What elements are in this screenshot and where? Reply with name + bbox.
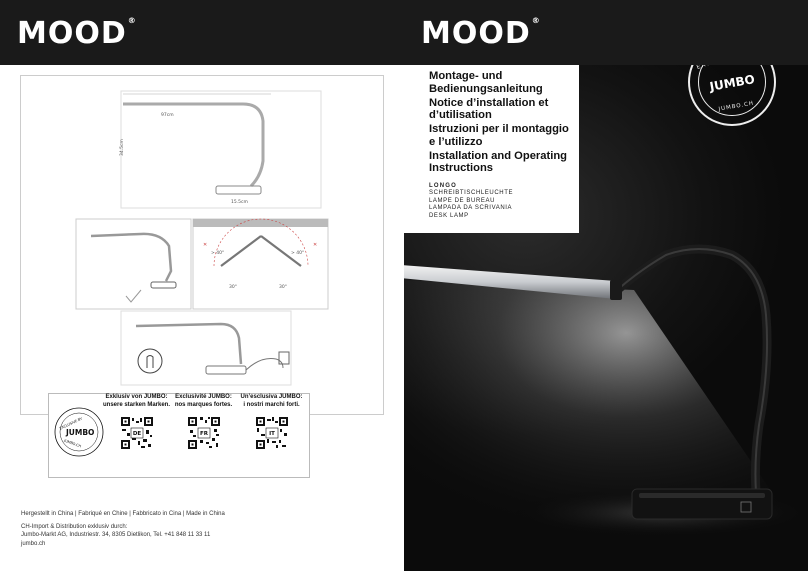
lamp-outline-top (123, 104, 263, 186)
address-line: Jumbo-Markt AG, Industriestr. 34, 8305 Dietlikon, Tel. +41 848 11 33 11 (21, 532, 211, 538)
qr-fr-subline: nos marques fortes. (174, 401, 233, 408)
product-type-en: DESK LAMP (429, 212, 469, 219)
qr-it-lang: IT (268, 431, 275, 437)
lamp-base-mid (151, 282, 176, 288)
qr-fr-headline: Exclusivité JUMBO: (175, 394, 232, 400)
assembly-diagram-frame (20, 75, 384, 415)
touch-icon (138, 349, 162, 373)
lamp-base-top (639, 493, 765, 498)
panel-touch (121, 311, 291, 385)
lamp-joint (610, 280, 622, 300)
product-type-fr: LAMPE DE BUREAU (429, 197, 496, 204)
import-line: CH-Import & Distribution exklusiv durch: (21, 523, 128, 530)
panel-rotate-left (76, 219, 191, 309)
lamp-outline-mid (91, 234, 171, 281)
title-it-1: Istruzioni per il montaggio (429, 123, 569, 135)
title-fr-2: d’utilisation (429, 109, 492, 121)
angle-gt-left: > 40° (211, 251, 225, 256)
made-in: Hergestellt in China | Fabriqué en Chine | Fabbricato in Cina | Made in China (21, 511, 225, 517)
check-mark-icon (126, 290, 141, 302)
badge-jumbo: JUMBO (708, 72, 756, 94)
brand-logo-left: MOOD® (17, 16, 137, 51)
angle-left: 30° (229, 285, 237, 290)
dim-width: 97cm (161, 113, 174, 118)
jumbo-badge-text (688, 65, 776, 126)
assembly-diagram (21, 76, 385, 416)
qr-section (48, 393, 310, 478)
qr-badge-jumbo: JUMBO (66, 428, 95, 437)
angles-top-bar (193, 219, 328, 227)
qr-code-icon[interactable] (254, 415, 290, 451)
instructions-page (0, 65, 404, 571)
qr-it (229, 394, 314, 455)
jumbo-badge (688, 65, 776, 126)
title-de-1: Montage- und (429, 70, 503, 82)
power-cable (246, 358, 283, 370)
qr-badge-url: JUMBO.CH (63, 438, 82, 449)
angle-gt-right: > 40° (291, 251, 305, 256)
title-box (404, 65, 579, 233)
qr-de-headline: Exklusiv von JUMBO: (105, 394, 168, 400)
arm-left (221, 236, 261, 266)
qr-it-headline: Un’esclusiva JUMBO: (240, 394, 303, 400)
qr-fr-lang: FR (199, 431, 208, 437)
product-type-it: LAMPADA DA SCRIVANIA (429, 205, 513, 211)
footer (21, 510, 225, 548)
title-de-2: Bedienungsanleitung (429, 82, 543, 95)
product-name: LONGO (429, 182, 457, 189)
qr-badge-exclusive: EXCLUSIVE BY (59, 416, 83, 431)
lamp-base-bottom (206, 366, 246, 374)
lamp-outline-bottom (136, 324, 241, 364)
cross-mark-left: ✕ (203, 242, 208, 248)
angle-right: 30° (279, 285, 287, 290)
website-link[interactable]: jumbo.ch (21, 540, 46, 547)
qr-de-subline: unsere starken Marken. (102, 401, 171, 408)
plug-icon (279, 352, 289, 364)
product-block (429, 183, 579, 221)
qr-code-icon[interactable] (186, 415, 222, 451)
title-fr-1: Notice d’installation et (429, 96, 549, 109)
dim-height: 34.5cm (120, 139, 125, 156)
product-type-de: SCHREIBTISCHLEUCHTE (429, 190, 514, 196)
title-en-1: Installation and Operating (429, 149, 567, 162)
cross-mark-right: ✕ (313, 242, 318, 248)
cover-page (404, 65, 808, 571)
dim-base: 15.5cm (231, 200, 248, 205)
qr-it-subline: i nostri marchi forti. (243, 401, 300, 408)
title-it-2: e l’utilizzo (429, 135, 483, 148)
finger-icon (147, 356, 153, 369)
qr-de-lang: DE (132, 431, 141, 437)
brand-logo-right: MOOD® (421, 16, 541, 51)
qr-code-icon[interactable] (119, 415, 155, 451)
badge-exclusive (696, 65, 751, 71)
dimension-panel (121, 91, 321, 208)
lamp-base-outline (216, 186, 261, 194)
title-en-2: Instructions (429, 162, 494, 174)
badge-url: JUMBO.CH (718, 100, 755, 113)
